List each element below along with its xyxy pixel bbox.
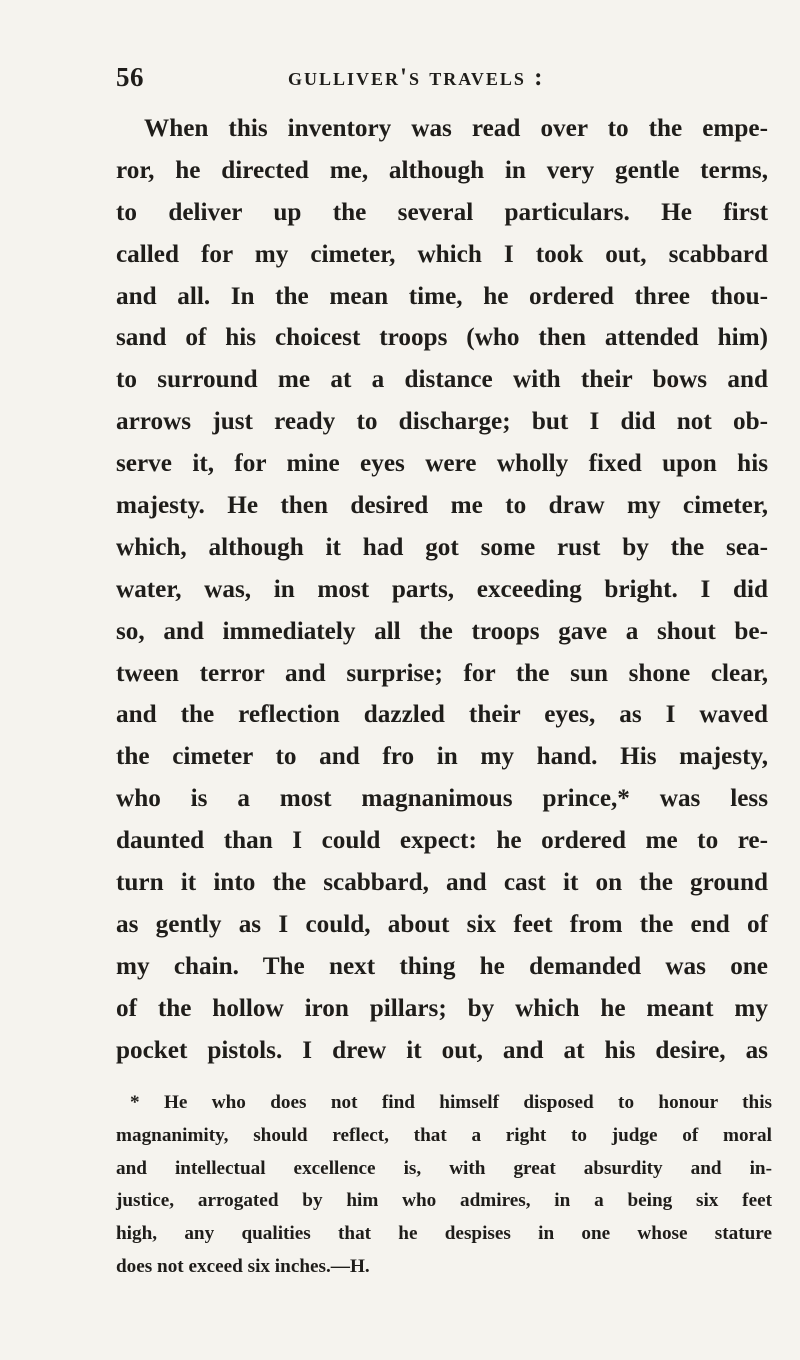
text-line: who is a most magnanimous prince,* was less	[116, 785, 768, 813]
text-line: to deliver up the several particulars. He first	[116, 198, 768, 226]
page-number: 56	[116, 62, 144, 92]
running-head: gulliver's travels :	[288, 64, 545, 91]
text-line: daunted than I could expect: he ordered me to re-	[116, 827, 768, 855]
text-line: to surround me at a distance with their bows and	[116, 366, 768, 394]
body-text	[116, 108, 768, 1071]
text-line: turn it into the scabbard, and cast it on the ground	[116, 869, 768, 897]
text-line: of the hollow iron pillars; by which he meant my	[116, 994, 768, 1022]
footnote-line: does not exceed six inches.—H.	[116, 1255, 370, 1277]
text-line: which, although it had got some rust by the sea-	[116, 533, 768, 561]
page-header	[116, 62, 756, 102]
text-line: majesty. He then desired me to draw my cimeter,	[116, 492, 768, 520]
footnote-line: * He who does not find himself disposed to honour this	[130, 1092, 772, 1113]
text-line: sand of his choicest troops (who then attended him)	[116, 324, 768, 352]
text-line: When this inventory was read over to the empe-	[144, 115, 768, 142]
text-line: and the reflection dazzled their eyes, as I waved	[116, 701, 768, 729]
text-line: called for my cimeter, which I took out, scabbard	[116, 240, 768, 268]
text-line: ror, he directed me, although in very gentle terms,	[116, 156, 768, 184]
text-line: pocket pistols. I drew it out, and at his desire, as	[116, 1036, 768, 1064]
text-line: arrows just ready to discharge; but I did not ob-	[116, 408, 768, 436]
footnote-line: and intellectual excellence is, with great absurdity and in-	[116, 1157, 772, 1179]
footnote-line: magnanimity, should reflect, that a right to judge of moral	[116, 1124, 772, 1146]
footnote-line: high, any qualities that he despises in one whose stature	[116, 1223, 772, 1245]
footnote-line: justice, arrogated by him who admires, in a being six feet	[116, 1190, 772, 1212]
text-line: my chain. The next thing he demanded was one	[116, 952, 768, 980]
text-line: as gently as I could, about six feet from the end of	[116, 910, 768, 938]
text-line: and all. In the mean time, he ordered three thou-	[116, 282, 768, 310]
text-line: so, and immediately all the troops gave a shout be-	[116, 617, 768, 645]
text-line: tween terror and surprise; for the sun shone clear,	[116, 659, 768, 687]
text-line: water, was, in most parts, exceeding bright. I did	[116, 575, 768, 603]
text-line: serve it, for mine eyes were wholly fixed upon his	[116, 450, 768, 478]
footnote	[116, 1087, 772, 1284]
text-line: the cimeter to and fro in my hand. His majesty,	[116, 743, 768, 771]
